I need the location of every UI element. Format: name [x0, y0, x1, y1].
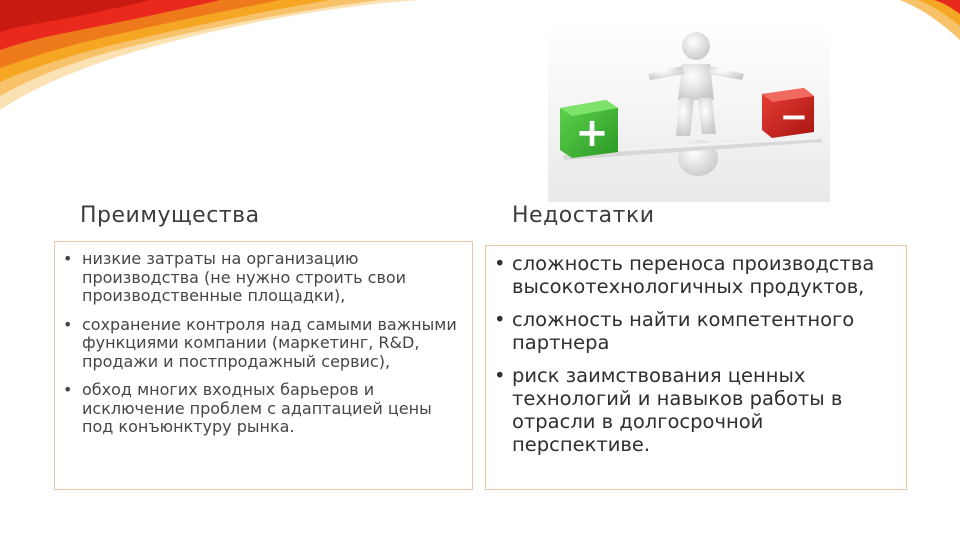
disadvantages-item-text: сложность найти компетентного партнера — [512, 308, 855, 354]
decorative-swoosh-left — [0, 0, 420, 130]
bullet-icon: • — [494, 308, 506, 331]
disadvantages-list-item — [494, 364, 898, 456]
plus-block-icon — [560, 100, 618, 158]
svg-text:−: − — [779, 97, 809, 137]
advantages-list-item — [63, 381, 462, 437]
advantages-list-item — [63, 316, 462, 372]
advantages-panel — [54, 241, 473, 490]
advantages-item-text: низкие затраты на организацию производства (не нужно строить свои производственные площадки), — [82, 249, 407, 305]
bullet-icon: • — [63, 380, 73, 399]
balance-illustration — [548, 24, 830, 202]
disadvantages-heading: Недостатки — [512, 203, 655, 228]
advantages-list — [63, 250, 462, 437]
advantages-list-item — [63, 250, 462, 306]
bullet-icon: • — [63, 314, 73, 334]
disadvantages-list-item — [494, 308, 898, 354]
advantages-item-text: сохранение контроля над самыми важными функциями компании (маркетинг, R&D, продажи и постпродажный сервис), — [82, 314, 457, 371]
bullet-icon: • — [63, 249, 73, 268]
advantages-item-text: обход многих входных барьеров и исключение проблем с адаптацией цены под конъюнктуру рынка. — [82, 380, 432, 436]
disadvantages-item-text: риск заимствования ценных технологий и навыков работы в отрасли в долгосрочной перспективе. — [512, 364, 843, 456]
minus-block-icon — [762, 88, 814, 138]
disadvantages-list-item — [494, 252, 898, 298]
svg-text:+: + — [575, 110, 609, 156]
bullet-icon: • — [494, 252, 506, 275]
disadvantages-item-text: сложность переноса производства высокотехнологичных продуктов, — [512, 252, 875, 298]
decorative-swoosh-right — [900, 0, 960, 60]
advantages-heading: Преимущества — [80, 203, 260, 228]
bullet-icon: • — [494, 364, 506, 387]
balance-figure-image — [548, 24, 830, 202]
disadvantages-panel — [485, 245, 907, 490]
disadvantages-list — [494, 252, 898, 456]
